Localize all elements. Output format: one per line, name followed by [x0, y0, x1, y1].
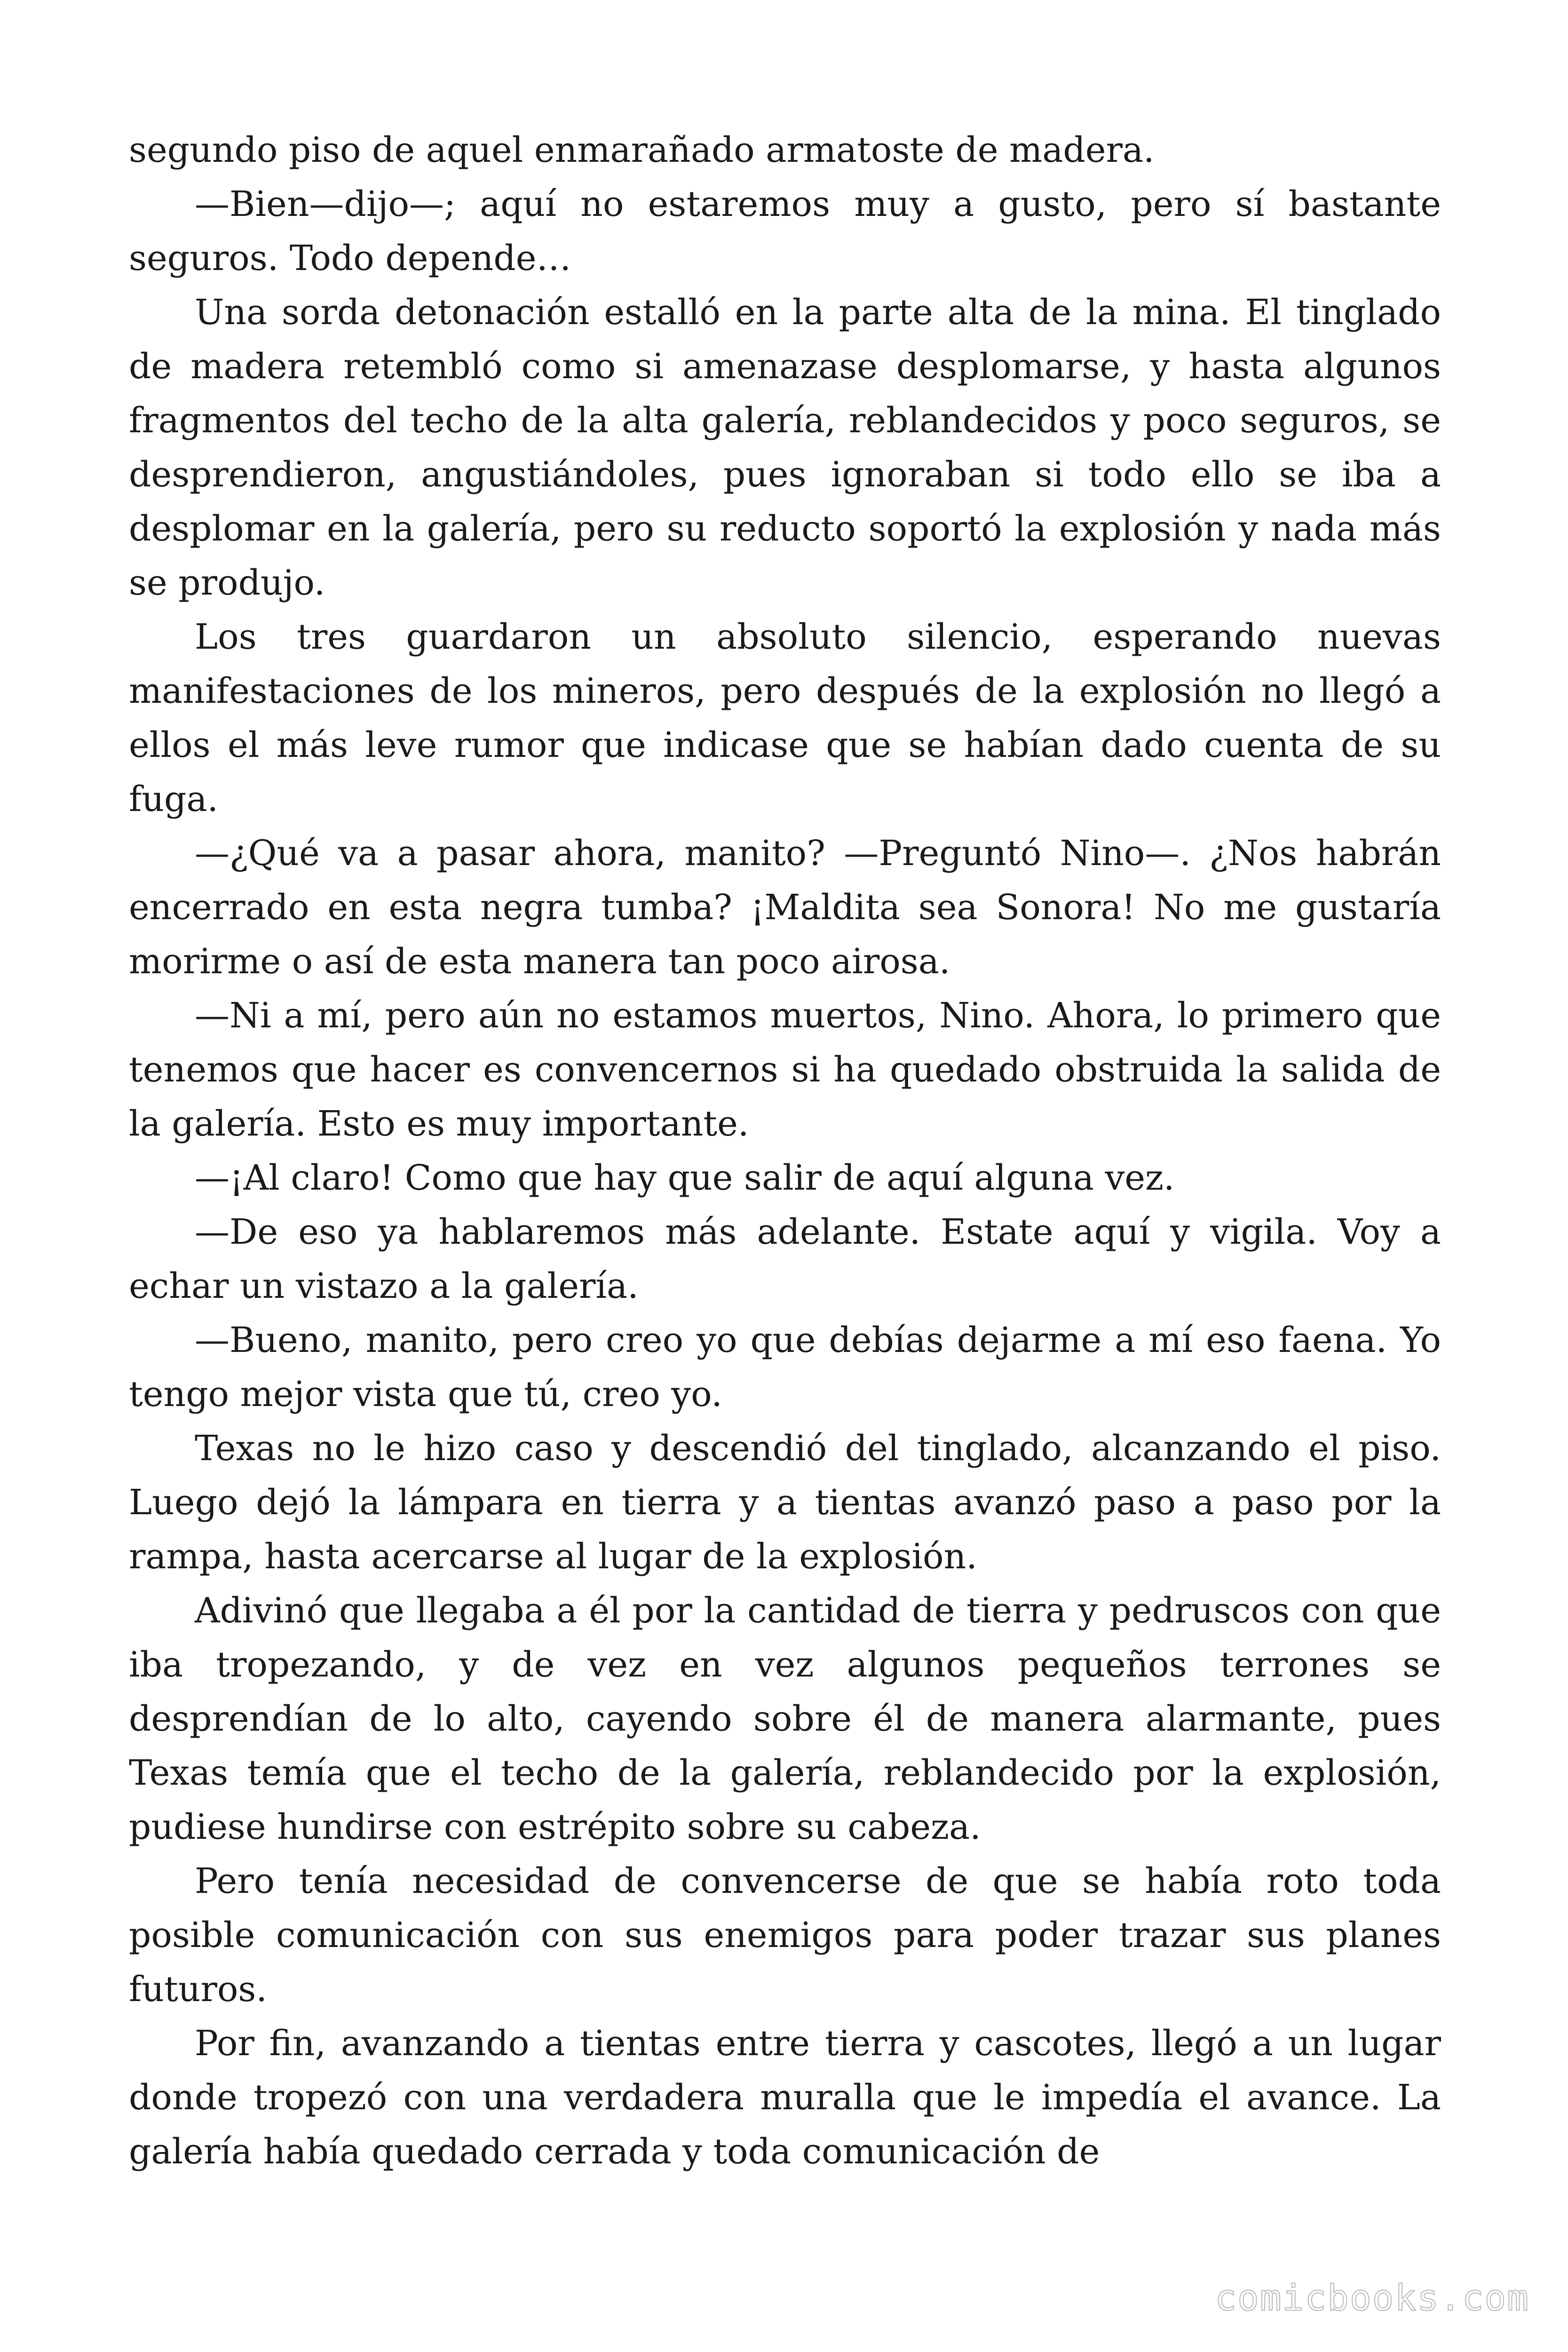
paragraph-7: —¡Al claro! Como que hay que salir de aquí alguna vez.: [195, 1158, 1175, 1198]
paragraph-1: segundo piso de aquel enmarañado armatoste de madera.: [129, 130, 1155, 170]
paragraph-12: Pero tenía necesidad de convencerse de que se había roto toda posible comunicación con sus enemigos para poder trazar sus planes futuros.: [129, 1861, 1441, 2010]
paragraph-3: Una sorda detonación estalló en la parte alta de la mina. El tinglado de madera retembló como si amenazase desplomarse, y hasta algunos fragmentos del techo de la alta galería, reblandecidos y poco seguros, se desprendieron, angustiándoles, pues ignoraban si todo ello se iba a desplomar en la galería, pero su reducto soportó la explosión y nada más se produjo.: [129, 292, 1441, 603]
paragraph-2: —Bien—dijo—; aquí no estaremos muy a gusto, pero sí bastante seguros. Todo depende…: [129, 184, 1441, 278]
paragraph-8: —De eso ya hablaremos más adelante. Estate aquí y vigila. Voy a echar un vistazo a la galería.: [129, 1212, 1441, 1306]
watermark: comicbooks.com: [1215, 2277, 1529, 2319]
paragraph-6: —Ni a mí, pero aún no estamos muertos, Nino. Ahora, lo primero que tenemos que hacer es convencernos si ha quedado obstruida la salida de la galería. Esto es muy importante.: [129, 995, 1441, 1144]
paragraph-13: Por fin, avanzando a tientas entre tierra y cascotes, llegó a un lugar donde tropezó con una verdadera muralla que le impedía el avance. La galería había quedado cerrada y toda comunicación de: [129, 2023, 1441, 2172]
paragraph-10: Texas no le hizo caso y descendió del tinglado, alcanzando el piso. Luego dejó la lámpara en tierra y a tientas avanzó paso a paso por la rampa, hasta acercarse al lugar de la explosión.: [129, 1428, 1441, 1577]
paragraph-4: Los tres guardaron un absoluto silencio, esperando nuevas manifestaciones de los mineros, pero después de la explosión no llegó a ellos el más leve rumor que indicase que se habían dado cuenta de su fuga.: [129, 617, 1441, 819]
paragraph-9: —Bueno, manito, pero creo yo que debías dejarme a mí eso faena. Yo tengo mejor vista que tú, creo yo.: [129, 1320, 1441, 1414]
paragraph-11: Adivinó que llegaba a él por la cantidad de tierra y pedruscos con que iba tropezando, y de vez en vez algunos pequeños terrones se desprendían de lo alto, cayendo sobre él de manera alarmante, pues Texas temía que el techo de la galería, reblandecido por la explosión, pudiese hundirse con estrépito sobre su cabeza.: [129, 1590, 1441, 1847]
book-page-text: [129, 123, 1441, 2179]
paragraph-5: —¿Qué va a pasar ahora, manito? —Preguntó Nino—. ¿Nos habrán encerrado en esta negra tumba? ¡Maldita sea Sonora! No me gustaría morirme o así de esta manera tan poco airosa.: [129, 833, 1441, 982]
